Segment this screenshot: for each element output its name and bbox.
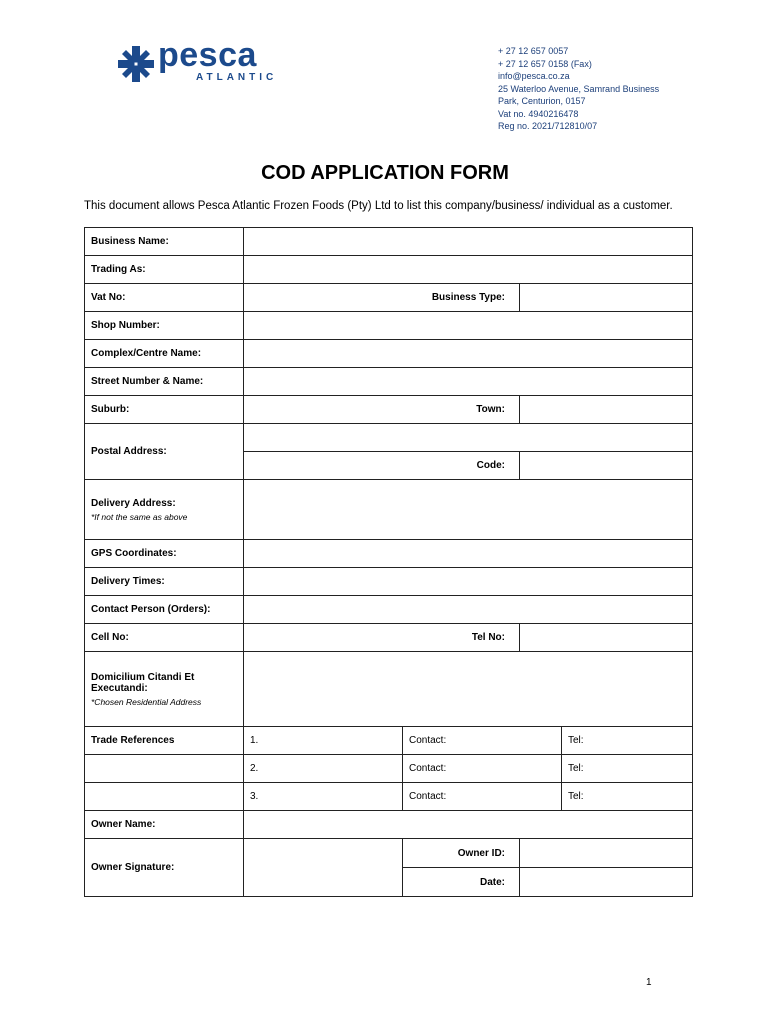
table-row [85, 540, 693, 568]
tel-no-field[interactable] [520, 624, 693, 652]
owner-signature-label: Owner Signature: [85, 839, 244, 897]
address-line-1: 25 Waterloo Avenue, Samrand Business [498, 83, 660, 94]
table-row [85, 811, 693, 839]
cell-no-label: Cell No: [85, 624, 244, 652]
vat-line: Vat no. 4940216478 [498, 108, 579, 119]
cod-form-table [84, 227, 693, 897]
trade-ref-contact[interactable]: Contact: [403, 783, 562, 810]
trade-ref-contact-tel [403, 755, 693, 783]
trade-ref-contact-tel [403, 783, 693, 811]
table-row [85, 228, 693, 256]
business-type-field[interactable] [520, 284, 693, 312]
vat-no-label: Vat No: [85, 284, 244, 312]
table-row [85, 284, 693, 312]
table-row [85, 727, 693, 755]
table-row [85, 839, 693, 868]
delivery-address-label-cell [85, 480, 244, 540]
shop-number-field[interactable] [244, 312, 693, 340]
trading-as-field[interactable] [244, 256, 693, 284]
owner-id-label: Owner ID: [403, 839, 520, 868]
delivery-address-field[interactable] [244, 480, 693, 540]
business-name-label: Business Name: [85, 228, 244, 256]
table-row [85, 480, 693, 540]
trade-ref-tel[interactable]: Tel: [568, 791, 584, 802]
page-title: COD APPLICATION FORM [261, 162, 509, 184]
trade-ref-contact[interactable]: Contact: [403, 755, 562, 782]
tel-no-label: Tel No: [244, 624, 520, 652]
delivery-times-label: Delivery Times: [85, 568, 244, 596]
domicilium-note: *Chosen Residential Address [91, 696, 202, 707]
pesca-cross-icon [116, 44, 156, 84]
owner-name-field[interactable] [244, 811, 693, 839]
shop-number-label: Shop Number: [85, 312, 244, 340]
brand-subtitle: ATLANTIC [196, 72, 278, 83]
business-name-field[interactable] [244, 228, 693, 256]
table-row [85, 368, 693, 396]
table-row [85, 424, 693, 452]
street-label: Street Number & Name: [85, 368, 244, 396]
trade-ref-number[interactable]: 2. [244, 755, 403, 783]
domicilium-label-line2: Executandi: [91, 682, 148, 694]
domicilium-label-line1: Domicilium Citandi Et [91, 671, 195, 683]
table-row [85, 652, 693, 727]
gps-field[interactable] [244, 540, 693, 568]
trade-ref-empty [85, 783, 244, 811]
owner-name-label: Owner Name: [85, 811, 244, 839]
code-label: Code: [244, 452, 520, 480]
table-row [85, 755, 693, 783]
owner-id-field[interactable] [520, 839, 693, 868]
delivery-times-field[interactable] [244, 568, 693, 596]
trade-ref-number[interactable]: 3. [244, 783, 403, 811]
trade-ref-empty [85, 755, 244, 783]
owner-signature-field[interactable] [244, 839, 403, 897]
trade-ref-contact-tel [403, 727, 693, 755]
table-row [85, 596, 693, 624]
trade-ref-tel[interactable]: Tel: [568, 763, 584, 774]
table-row [85, 783, 693, 811]
brand-name: pesca [158, 36, 257, 74]
table-row [85, 256, 693, 284]
postal-address-label: Postal Address: [85, 424, 244, 480]
email-line: info@pesca.co.za [498, 71, 570, 81]
table-row [85, 396, 693, 424]
trade-ref-number[interactable]: 1. [244, 727, 403, 755]
delivery-address-note: *If not the same as above [91, 511, 188, 522]
town-label: Town: [244, 396, 520, 424]
reg-line: Reg no. 2021/712810/07 [498, 121, 598, 131]
fax-line: + 27 12 657 0158 (Fax) [498, 58, 592, 69]
trade-references-label: Trade References [85, 727, 244, 755]
complex-name-label: Complex/Centre Name: [85, 340, 244, 368]
town-field[interactable] [520, 396, 693, 424]
company-logo [116, 36, 278, 90]
suburb-label: Suburb: [85, 396, 244, 424]
date-field[interactable] [520, 868, 693, 897]
domicilium-label-cell [85, 652, 244, 727]
date-label: Date: [403, 868, 520, 897]
contact-person-label: Contact Person (Orders): [85, 596, 244, 624]
business-type-label: Business Type: [244, 284, 520, 312]
phone-line: + 27 12 657 0057 [498, 46, 569, 56]
domicilium-field[interactable] [244, 652, 693, 727]
trade-ref-tel[interactable]: Tel: [568, 735, 584, 746]
complex-name-field[interactable] [244, 340, 693, 368]
table-row [85, 624, 693, 652]
postal-address-field[interactable] [244, 424, 693, 452]
gps-label: GPS Coordinates: [85, 540, 244, 568]
street-field[interactable] [244, 368, 693, 396]
code-field[interactable] [520, 452, 693, 480]
address-line-2: Park, Centurion, 0157 [498, 96, 586, 106]
table-row [85, 312, 693, 340]
table-row [85, 340, 693, 368]
table-row [85, 568, 693, 596]
page-number: 1 [646, 977, 652, 988]
contact-person-field[interactable] [244, 596, 693, 624]
trading-as-label: Trading As: [85, 256, 244, 284]
trade-ref-contact[interactable]: Contact: [403, 727, 562, 754]
delivery-address-label: Delivery Address: [91, 497, 176, 509]
contact-block [498, 45, 659, 133]
intro-text: This document allows Pesca Atlantic Frozen Foods (Pty) Ltd to list this company/business/ individual as a customer. [84, 200, 673, 212]
